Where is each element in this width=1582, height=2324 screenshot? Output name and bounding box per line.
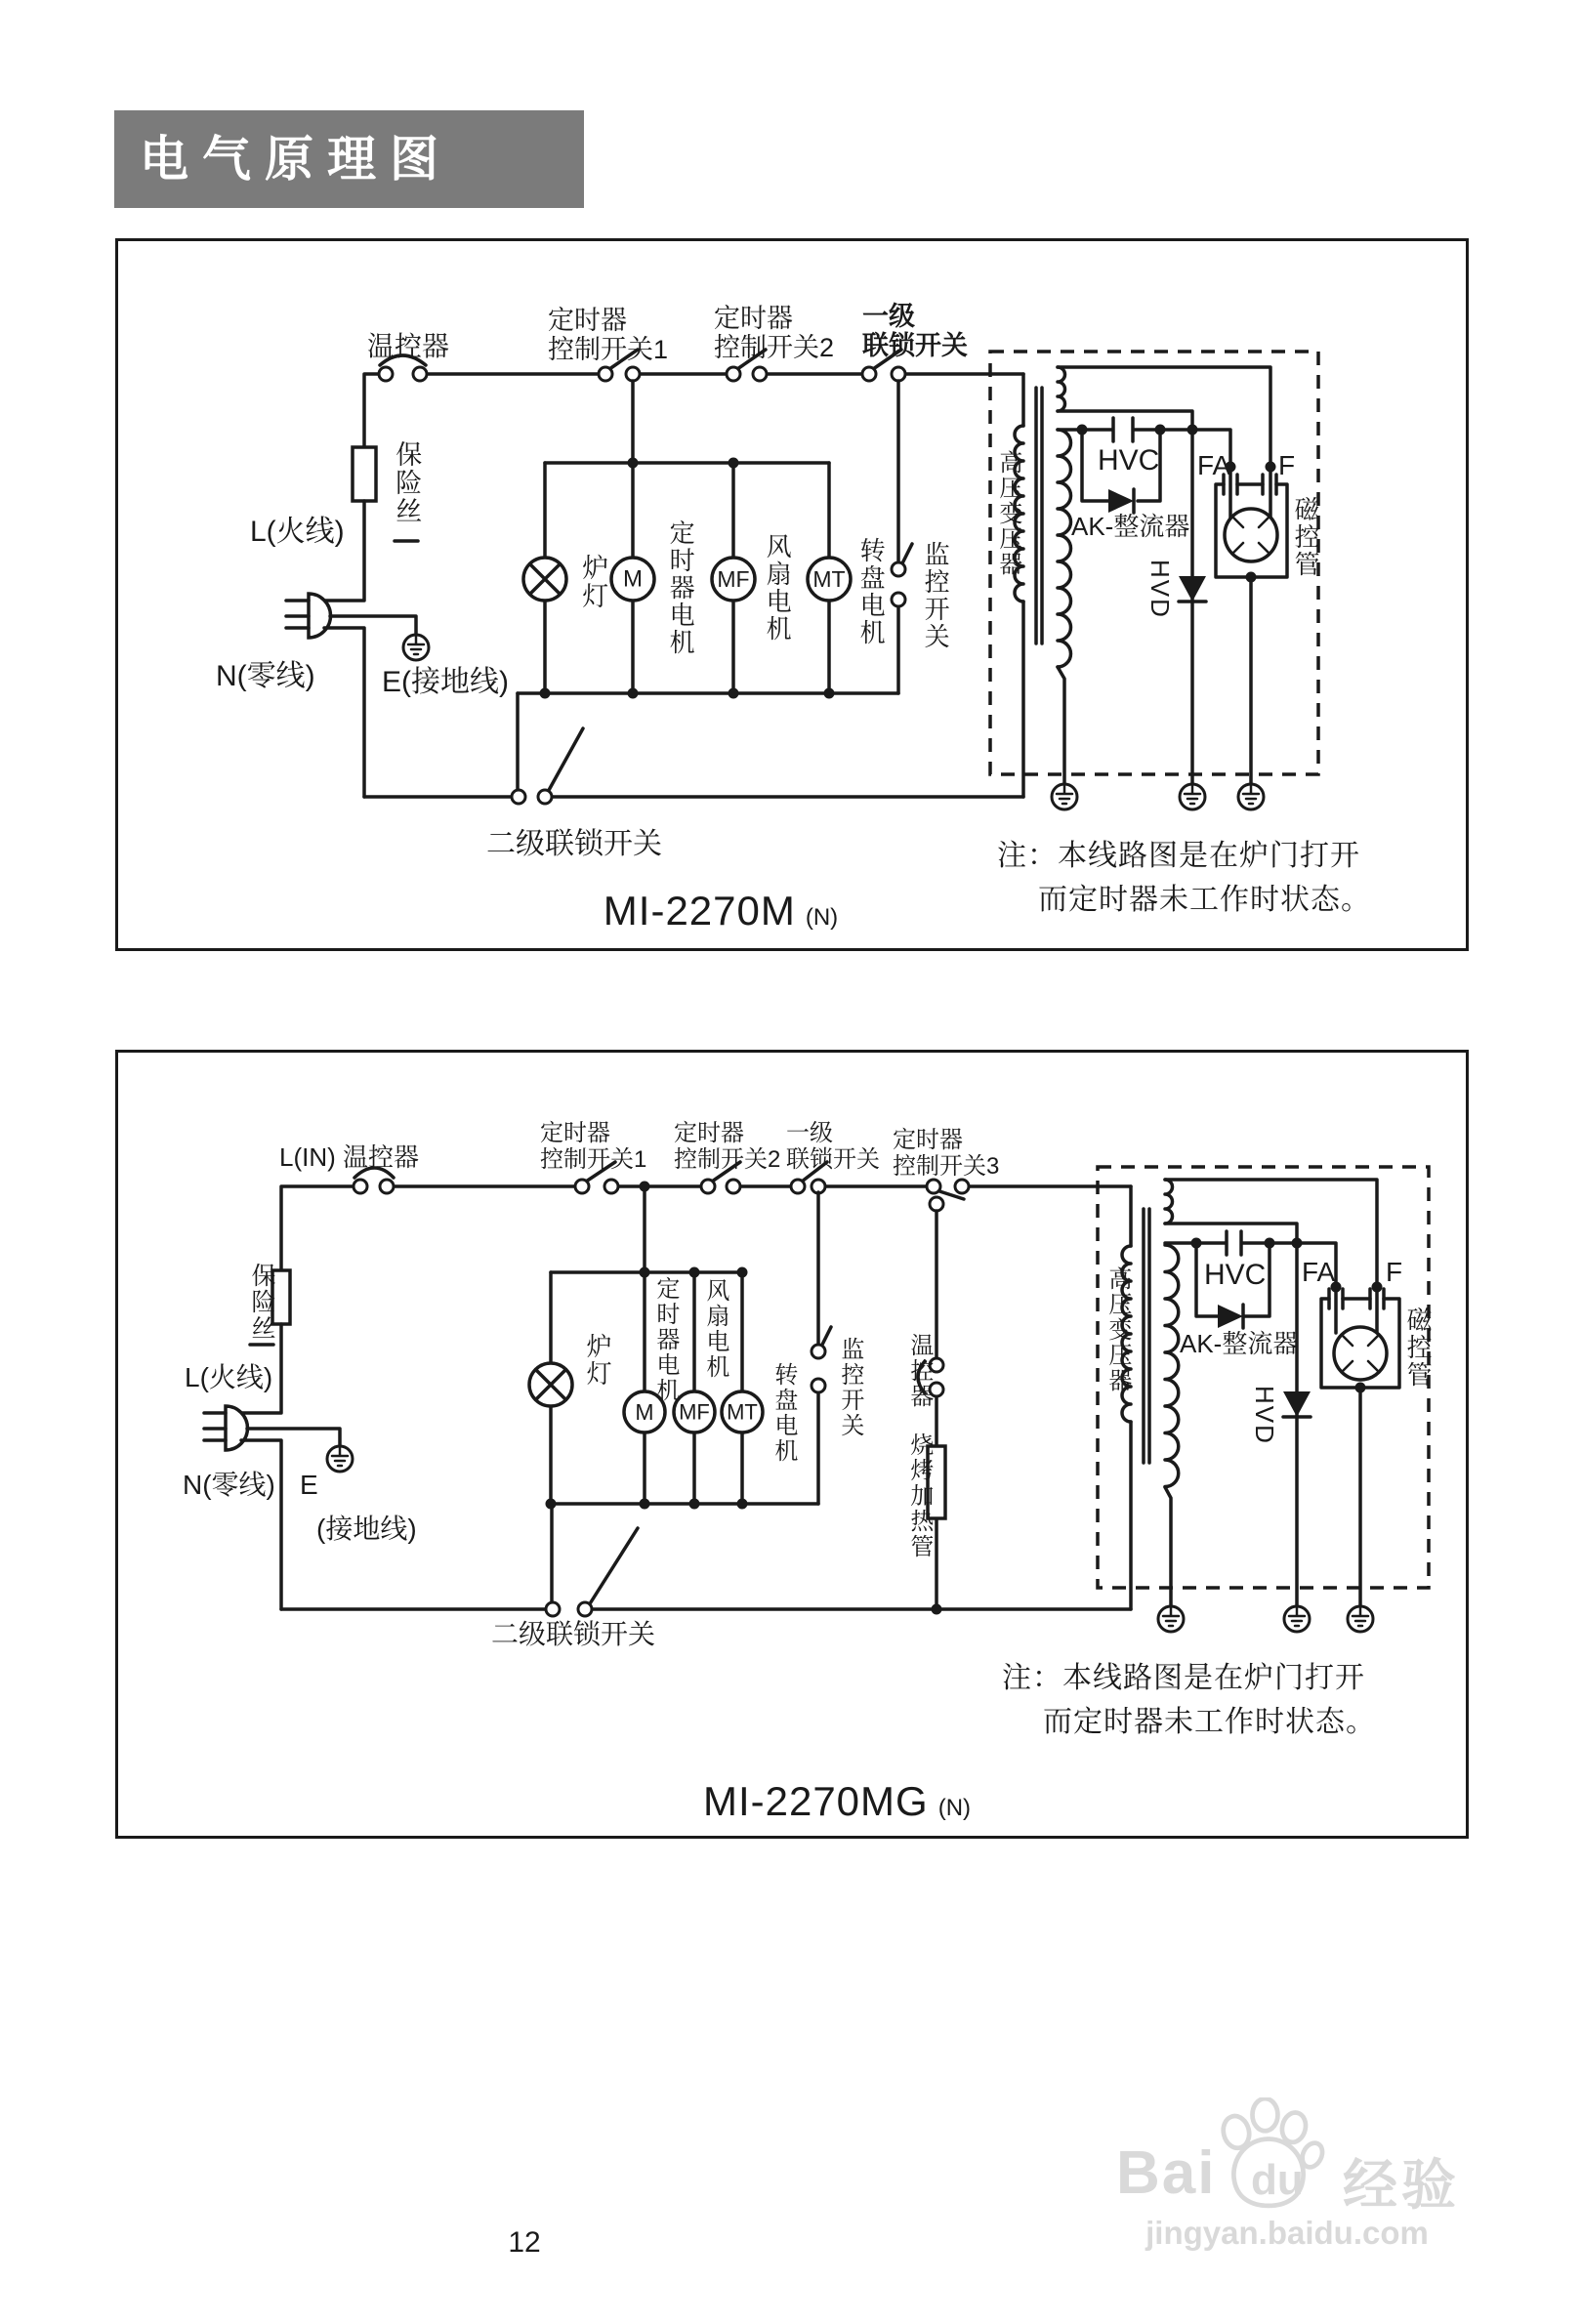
- note-line2: 而定时器未工作时状态。: [1038, 884, 1371, 916]
- label-line: 控制开关1: [540, 1145, 647, 1173]
- watermark-bai: Bai: [1116, 2139, 1217, 2207]
- model-text: MI-2270MG: [702, 1778, 929, 1824]
- label-timer-motor: 定时器电机: [651, 1276, 679, 1403]
- earth-symbol: [1284, 1606, 1310, 1632]
- label-line: 联锁开关: [862, 331, 968, 361]
- earth-symbol: [327, 1446, 353, 1472]
- label-magnetron: 磁控管: [1291, 496, 1321, 578]
- model-suffix: (N): [937, 1795, 972, 1821]
- label-hvc: HVC: [1204, 1259, 1267, 1291]
- label-fa-terminal: FA: [1302, 1257, 1336, 1287]
- motor-mt-label: MT: [812, 566, 846, 592]
- label-neutral-wire: N(零线): [216, 660, 315, 692]
- label-magnetron: 磁控管: [1403, 1307, 1434, 1389]
- motor-mf-label: MF: [679, 1399, 710, 1425]
- label-thermostat: 温控器: [905, 1333, 933, 1409]
- model-name: [560, 888, 882, 934]
- earth-symbol: [1180, 784, 1205, 809]
- earth-symbol: [1348, 1606, 1373, 1632]
- label-thermostat: 温控器: [367, 331, 450, 361]
- label-secondary-interlock: 二级联锁开关: [486, 828, 662, 860]
- label-line: 控制开关2: [714, 333, 835, 363]
- label-line: 控制开关1: [548, 335, 669, 365]
- label-turntable-motor: 转盘电机: [770, 1362, 797, 1464]
- label-fuse: 保险丝: [248, 1263, 275, 1342]
- label-timer-switch1: [548, 306, 668, 364]
- earth-symbol: [1052, 784, 1077, 809]
- earth-symbol: [403, 635, 429, 660]
- note-line1: 注：本线路图是在炉门打开: [997, 840, 1360, 872]
- schematic-mi-2270m: [115, 238, 1469, 951]
- label-hvd: HVD: [1145, 560, 1176, 619]
- label-secondary-interlock: 二级联锁开关: [491, 1619, 656, 1649]
- label-timer-switch2: [674, 1121, 780, 1174]
- label-fuse: 保险丝: [392, 440, 422, 525]
- label-line: 一级: [862, 302, 915, 331]
- motor-m-label: M: [623, 565, 643, 593]
- model-name: [676, 1778, 998, 1825]
- label-hvc: HVC: [1098, 444, 1160, 477]
- baidu-jingyan-watermark: [1116, 2097, 1468, 2273]
- label-turntable-motor: 转盘电机: [856, 537, 887, 646]
- label-ak-rectifier: AK-整流器: [1071, 512, 1190, 541]
- label-timer-switch3: [893, 1128, 999, 1181]
- watermark-url: jingyan.baidu.com: [1145, 2215, 1429, 2251]
- label-line: 控制开关3: [893, 1152, 1000, 1180]
- motor-m-label: M: [635, 1399, 654, 1425]
- label-fa-terminal: FA: [1197, 450, 1231, 480]
- page-title-banner: [114, 110, 584, 208]
- label-oven-lamp: 炉灯: [583, 1333, 613, 1388]
- label-line: 定时器: [548, 306, 627, 335]
- motor-mt-label: MT: [727, 1399, 758, 1425]
- label-primary-interlock: [786, 1121, 880, 1174]
- label-hv-transformer: 高压变压器: [994, 450, 1021, 577]
- label-monitor-switch: 监控开关: [921, 541, 951, 650]
- label-line: 定时器: [893, 1127, 963, 1153]
- label-earth-wire: (接地线): [316, 1514, 417, 1544]
- label-live-wire: L(火线): [185, 1362, 273, 1392]
- motor-mf-label: MF: [717, 566, 750, 592]
- label-earth-e: E: [300, 1470, 318, 1500]
- label-ak-rectifier: AK-整流器: [1180, 1329, 1299, 1358]
- label-timer-motor: 定时器电机: [666, 519, 696, 656]
- label-primary-interlock: [862, 302, 968, 360]
- label-fan-motor: 风扇电机: [701, 1278, 729, 1380]
- page-title: 电气原理图: [140, 132, 452, 187]
- label-hv-transformer: 高压变压器: [1103, 1266, 1131, 1393]
- label-timer-switch2: [714, 304, 834, 362]
- label-hvd: HVD: [1250, 1386, 1280, 1445]
- earth-symbol: [1158, 1606, 1184, 1632]
- note-line1: 注：本线路图是在炉门打开: [1002, 1662, 1365, 1694]
- label-f-terminal: F: [1278, 450, 1296, 480]
- note-line2: 而定时器未工作时状态。: [1043, 1706, 1376, 1738]
- label-live-wire: L(火线): [250, 516, 345, 548]
- watermark-du: du: [1251, 2156, 1304, 2204]
- label-line: 定时器: [714, 304, 793, 333]
- earth-symbol: [1238, 784, 1264, 809]
- label-monitor-switch: 监控开关: [836, 1337, 863, 1438]
- label-lin-thermostat: L(IN) 温控器: [279, 1142, 420, 1172]
- label-f-terminal: F: [1386, 1257, 1403, 1287]
- model-suffix: (N): [805, 904, 839, 931]
- label-timer-switch1: [540, 1121, 646, 1174]
- label-line: 定时器: [674, 1120, 744, 1146]
- label-earth-wire: E(接地线): [382, 666, 509, 698]
- label-line: 一级: [786, 1120, 833, 1146]
- watermark-jingyan: 经验: [1343, 2154, 1460, 2216]
- schematic-mi-2270mg: [115, 1050, 1469, 1839]
- page-number: 12: [508, 2226, 541, 2259]
- label-grill-heater: 烧烤加热管: [905, 1432, 933, 1559]
- label-neutral-wire: N(零线): [183, 1470, 275, 1500]
- label-fan-motor: 风扇电机: [763, 533, 793, 643]
- label-oven-lamp: 炉灯: [578, 554, 608, 610]
- label-line: 控制开关2: [674, 1145, 781, 1173]
- model-text: MI-2270M: [603, 888, 796, 934]
- label-line: 联锁开关: [786, 1145, 880, 1173]
- label-line: 定时器: [540, 1120, 610, 1146]
